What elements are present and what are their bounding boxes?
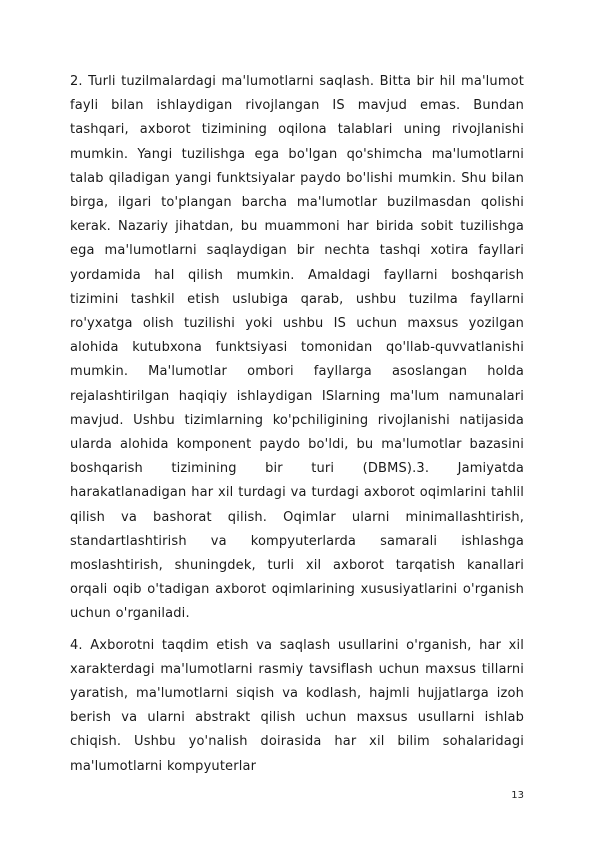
- page-number: 13: [511, 790, 524, 801]
- body-text: [70, 70, 524, 779]
- paragraph-2: 2. Turli tuzilmalardagi ma'lumotlarni saqlash. Bitta bir hil ma'lumot fayli bilan ishlaydigan rivojlangan IS mavjud emas. Bundan tashqari, axborot tizimining oqilona talablari uning rivojlanishi mumkin. Yangi tuzilishga ega bo'lgan qo'shimcha ma'lumotlarni talab qiladigan yangi funktsiyalar paydo bo'lishi mumkin. Shu bilan birga, ilgari to'plangan barcha ma'lumotlar buzilmasdan qolishi kerak. Nazariy jihatdan, bu muammoni har birida sobit tuzilishga ega ma'lumotlarni saqlaydigan bir nechta tashqi xotira fayllari yordamida hal qilish mumkin. Amaldagi fayllarni boshqarish tizimini tashkil etish uslubiga qarab, ushbu tuzilma fayllarni ro'yxatga olish tuzilishi yoki ushbu IS uchun maxsus yozilgan alohida kutubxona funktsiyasi tomonidan qo'llab-quvvatlanishi mumkin. Ma'lumotlar ombori fayllarga asoslangan holda rejalashtirilgan haqiqiy ishlaydigan ISlarning ma'lum namunalari mavjud. Ushbu tizimlarning ko'pchiligining rivojlanishi natijasida ularda alohida komponent paydo bo'ldi, bu ma'lumotlar bazasini boshqarish tizimining bir turi (DBMS).3. Jamiyatda harakatlanadigan har xil turdagi va turdagi axborot oqimlarini tahlil qilish va bashorat qilish. Oqimlar ularni minimallashtirish, standartlashtirish va kompyuterlarda samarali ishlashga moslashtirish, shuningdek, turli xil axborot tarqatish kanallari orqali oqib o'tadigan axborot oqimlarining xususiyatlarini o'rganish uchun o'rganiladi.: [70, 74, 524, 622]
- paragraph-4: 4. Axborotni taqdim etish va saqlash usullarini o'rganish, har xil xarakterdagi ma'lumotlarni rasmiy tavsiflash uchun maxsus tillarni yaratish, ma'lumotlarni siqish va kodlash, hajmli hujjatlarga izoh berish va ularni abstrakt qilish uchun maxsus usullarni ishlab chiqish. Ushbu yo'nalish doirasida har xil bilim sohalaridagi ma'lumotlarni kompyuterlar: [70, 637, 524, 774]
